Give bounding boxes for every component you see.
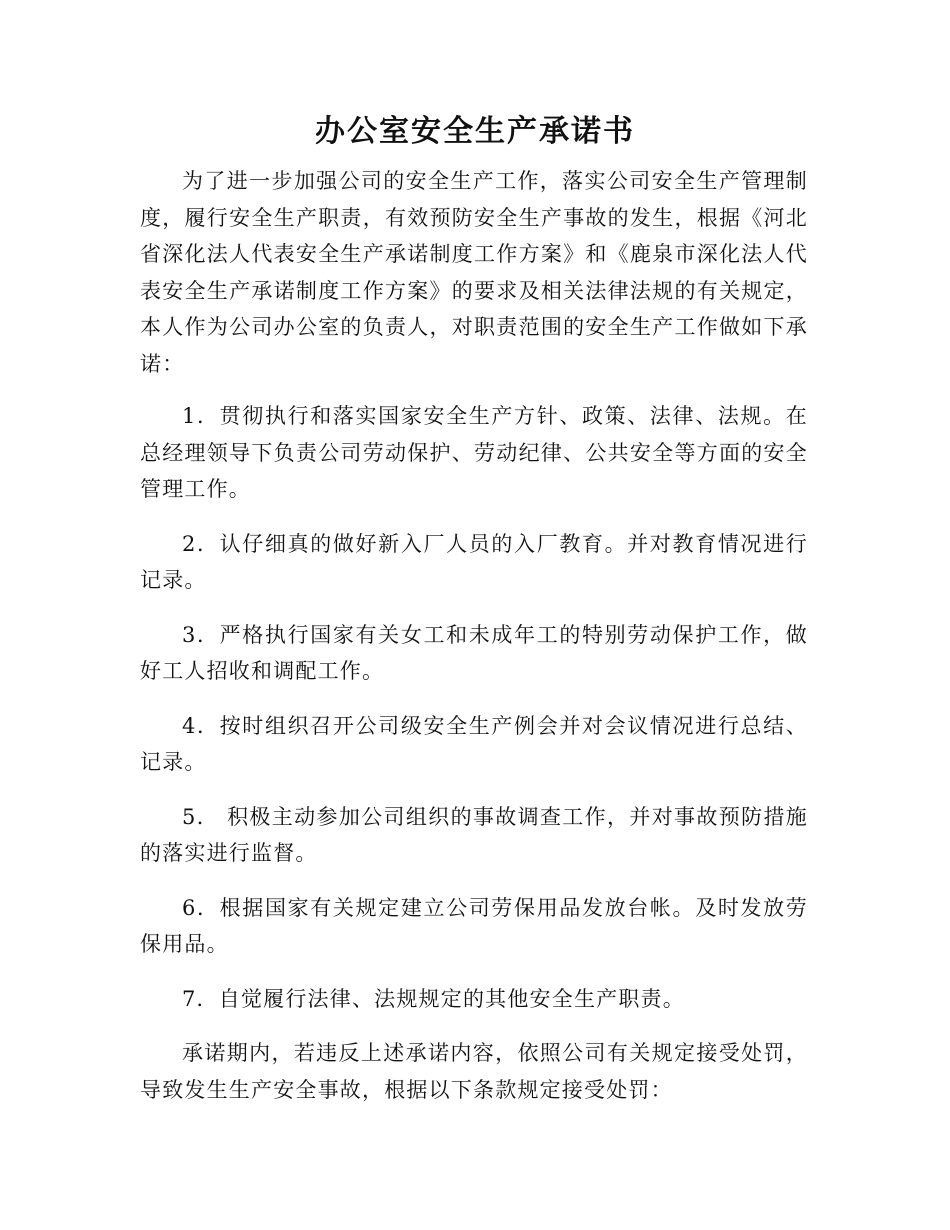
commitment-item-5: 5． 积极主动参加公司组织的事故调查工作，并对事故预防措施的落实进行监督。 <box>140 804 808 865</box>
commitment-item-7: 7．自觉履行法律、法规规定的其他安全生产职责。 <box>182 986 685 1011</box>
commitment-item-4: 4．按时组织召开公司级安全生产例会并对会议情况进行总结、记录。 <box>140 713 808 774</box>
intro-paragraph: 为了进一步加强公司的安全生产工作，落实公司安全生产管理制度，履行安全生产职责，有效预防安全生产事故的发生，根据《河北省深化法人代表安全生产承诺制度工作方案》和《鹿泉市深化法人代表安全生产承诺制度工作方案》的要求及相关法律法规的有关规定，本人作为公司办公室的负责人，对职责范围的安全生产工作做如下承诺： <box>140 169 808 376</box>
commitment-item-3: 3．严格执行国家有关女工和未成年工的特别劳动保护工作，做好工人招收和调配工作。 <box>140 622 808 683</box>
document-title: 办公室安全生产承诺书 <box>315 114 635 149</box>
penalty-paragraph: 承诺期内，若违反上述承诺内容，依照公司有关规定接受处罚，导致发生生产安全事故，根据以下条款规定接受处罚： <box>140 1041 808 1102</box>
commitment-item-1: 1．贯彻执行和落实国家安全生产方针、政策、法律、法规。在总经理领导下负责公司劳动保护、劳动纪律、公共安全等方面的安全管理工作。 <box>140 404 808 501</box>
document-body <box>140 163 808 1108</box>
commitment-item-6: 6．根据国家有关规定建立公司劳保用品发放台帐。及时发放劳保用品。 <box>140 895 808 956</box>
commitment-item-2: 2．认仔细真的做好新入厂人员的入厂教育。并对教育情况进行记录。 <box>140 531 808 592</box>
